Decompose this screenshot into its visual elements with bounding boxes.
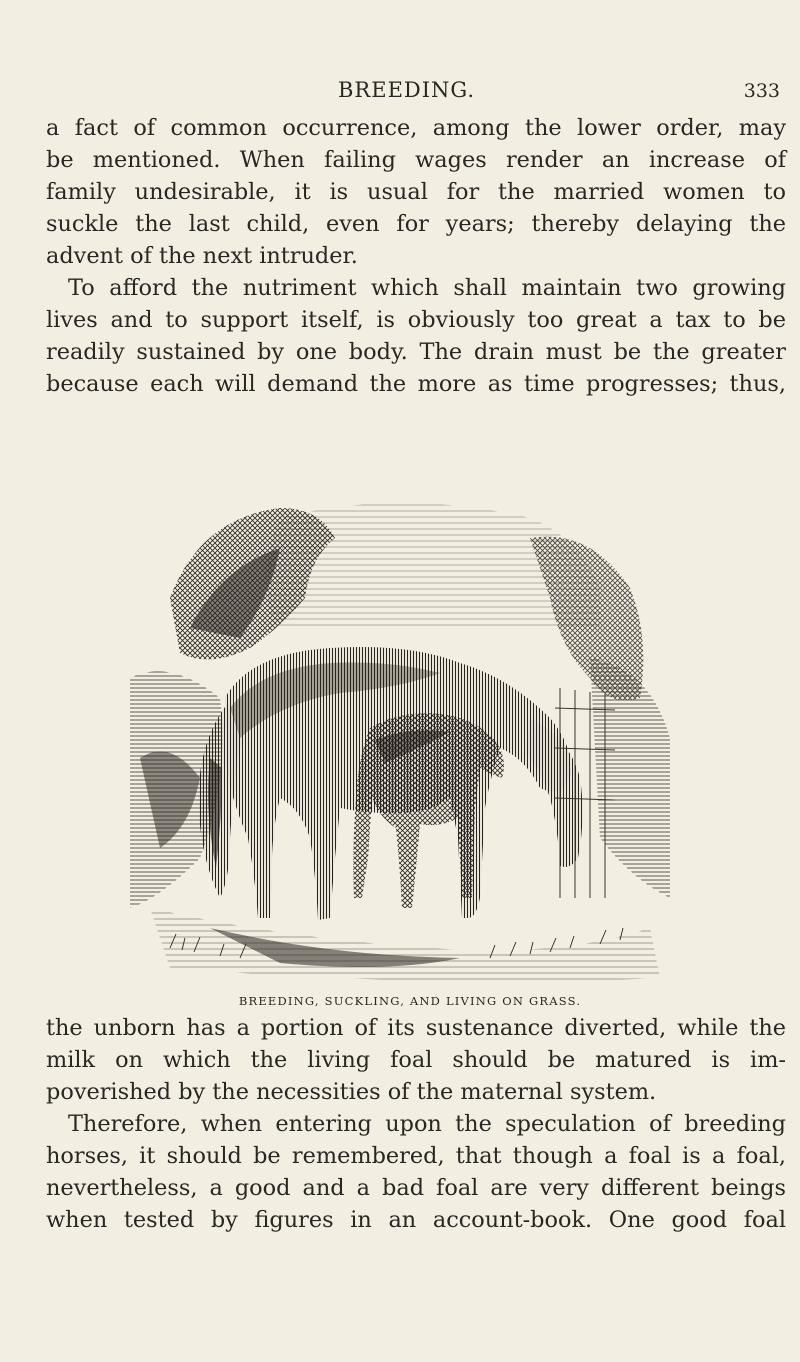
text-line: To afford the nutriment which shall maintain two growing	[68, 275, 786, 301]
engraving-figure	[130, 478, 670, 986]
running-title: BREEDING.	[338, 78, 476, 102]
text-line: advent of the next intruder.	[46, 243, 358, 269]
page-number: 333	[743, 80, 780, 102]
text-line: a fact of common occurrence, among the lower order, may	[46, 115, 786, 141]
mare-and-foal-engraving-icon	[130, 478, 670, 986]
text-line: poverished by the necessities of the maternal system.	[46, 1079, 657, 1105]
text-line: the unborn has a portion of its sustenance diverted, while the	[46, 1015, 786, 1041]
text-line: because each will demand the more as time progresses; thus,	[46, 371, 786, 397]
running-head	[0, 78, 800, 108]
body-text-top	[46, 112, 786, 400]
text-line: readily sustained by one body. The drain must be the greater	[46, 339, 786, 365]
text-line: lives and to support itself, is obviously too great a tax to be	[46, 307, 786, 333]
text-line: horses, it should be remembered, that though a foal is a foal,	[46, 1143, 786, 1169]
figure-caption: BREEDING, SUCKLING, AND LIVING ON GRASS.	[238, 994, 582, 1008]
text-line: family undesirable, it is usual for the married women to	[46, 179, 786, 205]
text-line: suckle the last child, even for years; thereby delaying the	[46, 211, 786, 237]
body-text-bottom	[46, 1012, 786, 1236]
text-line: Therefore, when entering upon the speculation of breeding	[68, 1111, 786, 1137]
text-line: when tested by figures in an account-book. One good foal	[46, 1207, 786, 1233]
text-line: milk on which the living foal should be matured is im-	[46, 1047, 786, 1073]
text-line: be mentioned. When failing wages render an increase of	[46, 147, 786, 173]
text-line: nevertheless, a good and a bad foal are very different beings	[46, 1175, 786, 1201]
